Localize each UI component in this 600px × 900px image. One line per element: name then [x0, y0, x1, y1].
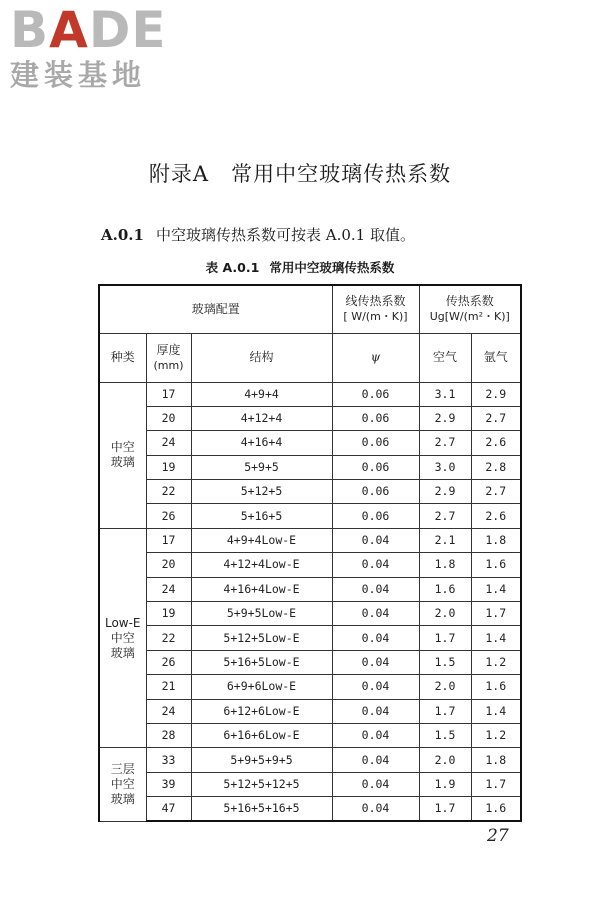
argon-cell: 1.7 [471, 772, 521, 796]
argon-cell: 1.4 [471, 626, 521, 650]
psi-cell: 0.06 [332, 431, 419, 455]
structure-cell: 4+12+4 [191, 406, 332, 430]
air-cell: 2.9 [419, 480, 471, 504]
structure-cell: 5+9+5Low-E [191, 602, 332, 626]
table-row [99, 797, 521, 821]
air-cell: 2.7 [419, 504, 471, 528]
table-caption-title: 常用中空玻璃传热系数 [269, 260, 395, 275]
clause-number: A.0.1 [101, 226, 144, 244]
thickness-cell: 19 [146, 602, 191, 626]
thickness-cell: 39 [146, 772, 191, 796]
heat-transfer-table [98, 284, 522, 822]
psi-cell: 0.06 [332, 455, 419, 479]
psi-cell: 0.06 [332, 480, 419, 504]
header-heat-unit: Ug[W/(m²・K)] [429, 310, 510, 324]
table-row [99, 602, 521, 626]
table-row [99, 650, 521, 674]
table-row [99, 626, 521, 650]
psi-cell: 0.04 [332, 797, 419, 821]
psi-cell: 0.04 [332, 577, 419, 601]
glass-type-line: 中空 [110, 440, 135, 455]
argon-cell: 2.8 [471, 455, 521, 479]
table-row [99, 455, 521, 479]
header-air: 空气 [419, 333, 471, 382]
structure-cell: 4+16+4 [191, 431, 332, 455]
thickness-cell: 17 [146, 382, 191, 406]
table-row [99, 723, 521, 747]
header-thickness-unit: (mm) [153, 358, 184, 372]
brand-logo [10, 1, 180, 92]
argon-cell: 1.4 [471, 699, 521, 723]
structure-cell: 6+16+6Low-E [191, 723, 332, 747]
table-row [99, 675, 521, 699]
glass-type-line: 中空 [110, 630, 135, 645]
logo-letter-b: B [10, 1, 50, 59]
thickness-cell: 17 [146, 528, 191, 552]
air-cell: 1.7 [419, 626, 471, 650]
thickness-cell: 20 [146, 406, 191, 430]
glass-type-line: 玻璃 [110, 455, 135, 470]
thickness-cell: 24 [146, 577, 191, 601]
psi-cell: 0.04 [332, 748, 419, 772]
glass-type-line: 三层 [110, 761, 135, 776]
structure-cell: 6+9+6Low-E [191, 675, 332, 699]
structure-cell: 5+12+5Low-E [191, 626, 332, 650]
header-linear-coef-label: 线传热系数 [345, 294, 406, 309]
argon-cell: 1.6 [471, 797, 521, 821]
air-cell: 3.1 [419, 382, 471, 406]
table-row [99, 480, 521, 504]
header-linear-coef [332, 285, 419, 333]
psi-cell: 0.06 [332, 504, 419, 528]
air-cell: 2.0 [419, 748, 471, 772]
header-thickness [146, 333, 191, 382]
table-row [99, 406, 521, 430]
page-number: 27 [487, 826, 509, 846]
air-cell: 1.5 [419, 650, 471, 674]
argon-cell: 1.2 [471, 650, 521, 674]
thickness-cell: 21 [146, 675, 191, 699]
argon-cell: 1.4 [471, 577, 521, 601]
logo-wordmark [10, 1, 180, 59]
header-row-1 [99, 285, 521, 333]
air-cell: 1.6 [419, 577, 471, 601]
argon-cell: 1.2 [471, 723, 521, 747]
header-heat-coef [419, 285, 521, 333]
table-row [99, 699, 521, 723]
thickness-cell: 24 [146, 431, 191, 455]
air-cell: 1.7 [419, 797, 471, 821]
psi-cell: 0.04 [332, 723, 419, 747]
glass-type-line: 中空 [110, 776, 135, 791]
header-structure: 结构 [191, 333, 332, 382]
structure-cell: 5+9+5+9+5 [191, 748, 332, 772]
thickness-cell: 22 [146, 626, 191, 650]
air-cell: 2.1 [419, 528, 471, 552]
argon-cell: 2.7 [471, 406, 521, 430]
psi-cell: 0.04 [332, 675, 419, 699]
argon-cell: 2.7 [471, 480, 521, 504]
thickness-cell: 33 [146, 748, 191, 772]
structure-cell: 5+16+5Low-E [191, 650, 332, 674]
clause-a01 [101, 224, 415, 245]
structure-cell: 5+9+5 [191, 455, 332, 479]
table-caption [0, 258, 600, 276]
air-cell: 2.9 [419, 406, 471, 430]
table-row [99, 382, 521, 406]
psi-cell: 0.06 [332, 406, 419, 430]
psi-cell: 0.06 [332, 382, 419, 406]
header-type: 种类 [99, 333, 146, 382]
air-cell: 1.7 [419, 699, 471, 723]
argon-cell: 1.8 [471, 528, 521, 552]
table-row [99, 431, 521, 455]
header-thickness-label: 厚度 [156, 342, 181, 357]
header-argon: 氩气 [471, 333, 521, 382]
structure-cell: 5+16+5+16+5 [191, 797, 332, 821]
psi-cell: 0.04 [332, 626, 419, 650]
structure-cell: 4+9+4Low-E [191, 528, 332, 552]
header-linear-unit: [ W/(m・K)] [343, 310, 408, 324]
air-cell: 1.8 [419, 553, 471, 577]
psi-cell: 0.04 [332, 699, 419, 723]
air-cell: 1.5 [419, 723, 471, 747]
header-heat-coef-label: 传热系数 [445, 294, 494, 309]
argon-cell: 1.8 [471, 748, 521, 772]
structure-cell: 4+9+4 [191, 382, 332, 406]
appendix-heading: 附录A 常用中空玻璃传热系数 [148, 162, 452, 186]
structure-cell: 5+12+5 [191, 480, 332, 504]
table-row [99, 504, 521, 528]
psi-cell: 0.04 [332, 528, 419, 552]
thickness-cell: 26 [146, 650, 191, 674]
air-cell: 2.7 [419, 431, 471, 455]
logo-letters-de: DE [88, 1, 167, 59]
thickness-cell: 47 [146, 797, 191, 821]
table-row [99, 772, 521, 796]
glass-type-line: 玻璃 [110, 645, 135, 660]
logo-accent-letter: A [49, 1, 89, 59]
glass-type-cell [99, 382, 146, 528]
table-row [99, 553, 521, 577]
thickness-cell: 24 [146, 699, 191, 723]
header-config: 玻璃配置 [99, 285, 332, 333]
air-cell: 1.9 [419, 772, 471, 796]
structure-cell: 5+16+5 [191, 504, 332, 528]
air-cell: 3.0 [419, 455, 471, 479]
thickness-cell: 20 [146, 553, 191, 577]
argon-cell: 2.6 [471, 431, 521, 455]
air-cell: 2.0 [419, 602, 471, 626]
structure-cell: 6+12+6Low-E [191, 699, 332, 723]
structure-cell: 4+16+4Low-E [191, 577, 332, 601]
psi-cell: 0.04 [332, 772, 419, 796]
structure-cell: 4+12+4Low-E [191, 553, 332, 577]
header-phi: ψ [332, 333, 419, 382]
table-row [99, 748, 521, 772]
table-row [99, 577, 521, 601]
glass-type-line: Low-E [104, 615, 141, 630]
psi-cell: 0.04 [332, 553, 419, 577]
thickness-cell: 26 [146, 504, 191, 528]
thickness-cell: 19 [146, 455, 191, 479]
psi-cell: 0.04 [332, 602, 419, 626]
glass-type-cell [99, 528, 146, 748]
table-row [99, 528, 521, 552]
argon-cell: 1.7 [471, 602, 521, 626]
structure-cell: 5+12+5+12+5 [191, 772, 332, 796]
thickness-cell: 28 [146, 723, 191, 747]
argon-cell: 1.6 [471, 553, 521, 577]
psi-cell: 0.04 [332, 650, 419, 674]
logo-subtitle: 建装基地 [10, 58, 147, 92]
clause-text: 中空玻璃传热系数可按表 A.0.1 取值。 [155, 226, 415, 244]
argon-cell: 2.9 [471, 382, 521, 406]
glass-type-line: 玻璃 [110, 791, 135, 806]
table-body [99, 285, 521, 821]
argon-cell: 2.6 [471, 504, 521, 528]
argon-cell: 1.6 [471, 675, 521, 699]
header-row-2 [99, 333, 521, 382]
glass-type-cell [99, 748, 146, 821]
air-cell: 2.0 [419, 675, 471, 699]
table-caption-number: 表 A.0.1 [205, 260, 260, 275]
thickness-cell: 22 [146, 480, 191, 504]
